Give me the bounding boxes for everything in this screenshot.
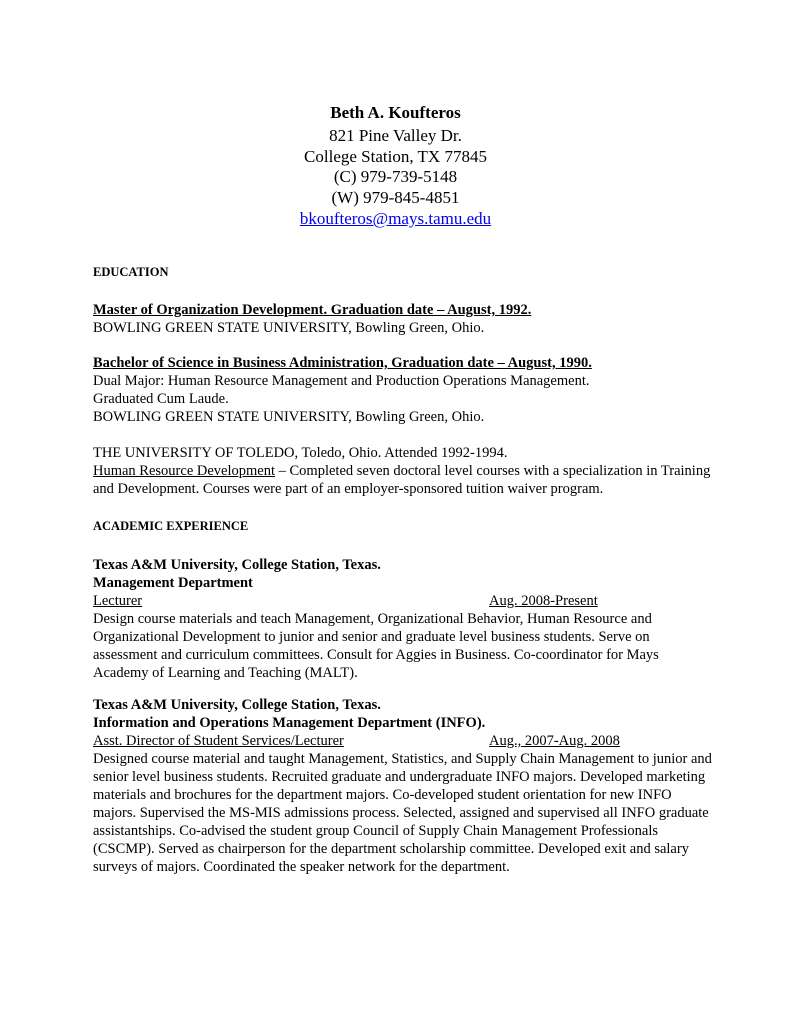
- education-heading: EDUCATION: [93, 265, 169, 279]
- job1-dept: Management Department: [93, 575, 253, 591]
- bachelors-school: BOWLING GREEN STATE UNIVERSITY, Bowling Green, Ohio.: [93, 409, 485, 425]
- job2-date: Aug., 2007-Aug. 2008: [489, 733, 620, 749]
- work-phone: (W) 979-845-4851: [331, 188, 460, 207]
- toledo-entry: [93, 444, 713, 498]
- cell-phone: (C) 979-739-5148: [333, 167, 458, 186]
- job1-title-row: [93, 592, 713, 610]
- job2-title-row: [93, 732, 713, 750]
- masters-title: Master of Organization Development. Graduation date – August, 1992.: [93, 302, 532, 318]
- address-line-2: College Station, TX 77845: [304, 147, 487, 166]
- toledo-field: Human Resource Development: [93, 463, 276, 479]
- address-line-1: 821 Pine Valley Dr.: [329, 126, 462, 145]
- job1-title: Lecturer: [93, 593, 143, 609]
- job2-org: Texas A&M University, College Station, Texas.: [93, 697, 381, 713]
- job-entry-2: [93, 696, 713, 876]
- toledo-description: [93, 462, 713, 498]
- email-link[interactable]: bkoufteros@mays.tamu.edu: [299, 209, 492, 228]
- toledo-desc: – Completed seven doctoral level courses with a specialization in Training and Development. Courses were part of an employer-sponsored tuition waiver program.: [93, 463, 711, 497]
- job1-org: Texas A&M University, College Station, Texas.: [93, 557, 381, 573]
- bachelors-major: Dual Major: Human Resource Management and Production Operations Management.: [93, 373, 590, 389]
- job1-description: Design course materials and teach Management, Organizational Behavior, Human Resource and Organizational Development to junior and senior and graduate level business students. Serve on assessment and curriculum committees. Consult for Aggies in Business. Co-coordinator for Mays Academy of Learning and Teaching (MALT).: [93, 611, 659, 681]
- bachelors-degree: [93, 354, 713, 426]
- masters-degree: [93, 301, 713, 337]
- bachelors-title: Bachelor of Science in Business Administration, Graduation date – August, 1990.: [93, 355, 592, 371]
- person-name: Beth A. Koufteros: [330, 103, 461, 122]
- job2-dept: Information and Operations Management Department (INFO).: [93, 715, 486, 731]
- masters-school: BOWLING GREEN STATE UNIVERSITY, Bowling Green, Ohio.: [93, 320, 485, 336]
- job-entry-1: [93, 556, 713, 682]
- toledo-school: THE UNIVERSITY OF TOLEDO, Toledo, Ohio. Attended 1992-1994.: [93, 445, 508, 461]
- bachelors-honors: Graduated Cum Laude.: [93, 391, 229, 407]
- job2-title: Asst. Director of Student Services/Lecturer: [93, 733, 344, 749]
- job1-date: Aug. 2008-Present: [489, 593, 598, 609]
- academic-heading: ACADEMIC EXPERIENCE: [93, 519, 249, 533]
- job2-description: Designed course material and taught Management, Statistics, and Supply Chain Management to junior and senior level business students. Recruited graduate and undergraduate INFO majors. Developed marketing materials and brochures for the department majors. Co-developed student orientation for new INFO majors. Supervised the MS-MIS admissions process. Selected, assigned and supervised all INFO graduate assistantships. Co-advised the student group Council of Supply Chain Management Professionals (CSCMP). Served as chairperson for the department scholarship committee. Developed exit and salary surveys of majors. Coordinated the speaker network for the department.: [93, 751, 712, 875]
